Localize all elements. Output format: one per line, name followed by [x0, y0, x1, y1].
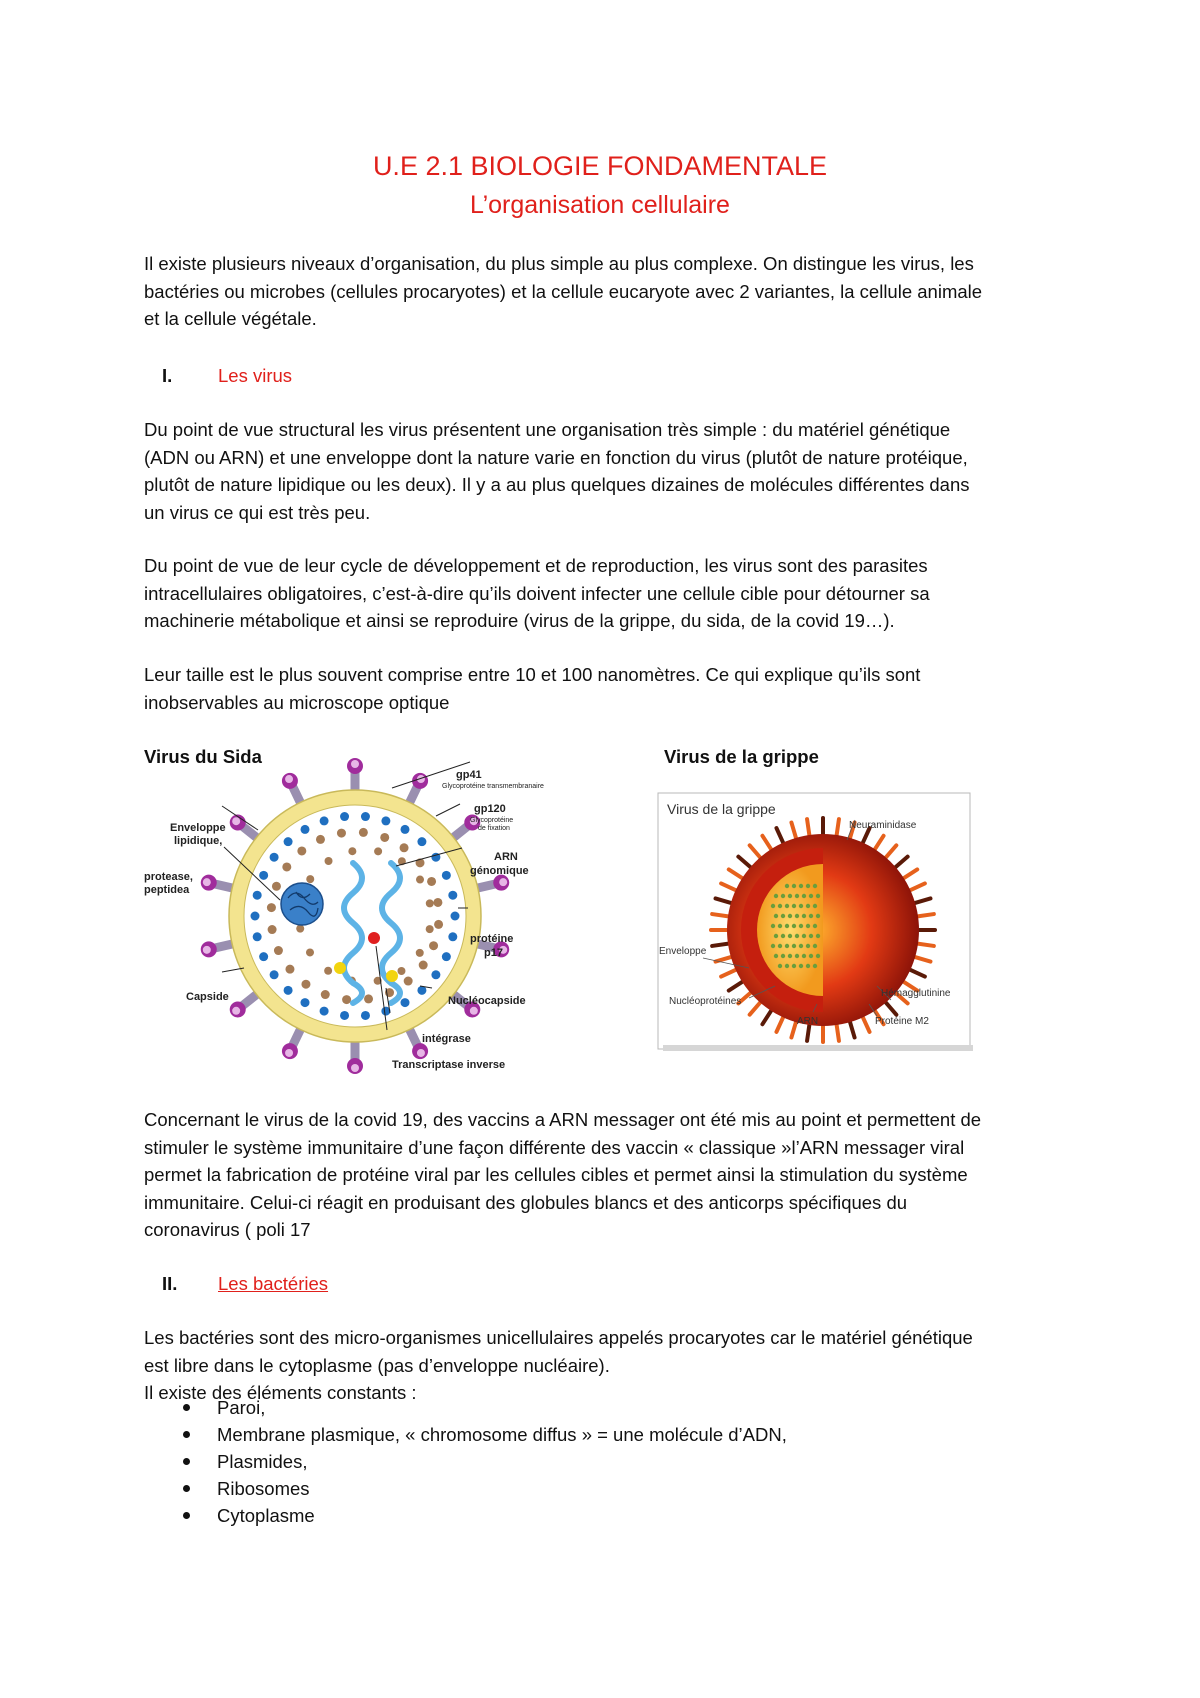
nucleoprotein-dot [785, 904, 789, 908]
nucleoprotein-dot [781, 934, 785, 938]
capsid-dot [316, 835, 325, 844]
paragraph-line: immunitaire. Celui-ci réagit en produisant des globules blancs et des anticorps spécifiques du [144, 1191, 908, 1213]
capsid-dot [429, 941, 438, 950]
matrix-dot [448, 932, 457, 941]
virus-paragraph-structure [144, 416, 1064, 526]
nucleoprotein-dot [799, 944, 803, 948]
nucleoprotein-dot [792, 964, 796, 968]
nucleoprotein-dot [809, 954, 813, 958]
gp120-highlight [470, 1007, 478, 1015]
section-heading-virus [162, 362, 292, 389]
matrix-dot [253, 891, 262, 900]
label-gp41: gp41 [456, 769, 482, 781]
paragraph-line: est libre dans le cytoplasme (pas d’enveloppe nucléaire). [144, 1354, 610, 1376]
capsid-dot [301, 980, 310, 989]
nucleoprotein-dot [795, 954, 799, 958]
paragraph-line: machinerie métabolique et ainsi se reproduire (virus de la grippe, du sida, de la covid 19…). [144, 610, 895, 631]
nucleoprotein-dot [813, 924, 817, 928]
matrix-dot [340, 812, 349, 821]
label-neuraminidase: Neuraminidase [849, 820, 917, 831]
gp120-highlight [285, 775, 293, 783]
nucleoprotein-dot [806, 884, 810, 888]
nucleoprotein-dot [795, 914, 799, 918]
intro-line: et la cellule végétale. [144, 308, 317, 329]
matrix-dot [251, 912, 260, 921]
label-capside: Capside [186, 991, 229, 1003]
capsid-dot [306, 948, 314, 956]
capsid-dot [306, 875, 314, 883]
nucleoprotein-dot [781, 914, 785, 918]
nucleoprotein-dot [792, 884, 796, 888]
bullet-icon [183, 1431, 190, 1438]
nucleoprotein-dot [806, 924, 810, 928]
protease-blob [281, 883, 323, 925]
intro-line: Il existe plusieurs niveaux d’organisation, du plus simple au plus complexe. On distingue les virus, les [144, 253, 974, 274]
matrix-dot [320, 816, 329, 825]
capsid-dot [267, 903, 276, 912]
section-label: Les virus [218, 365, 293, 386]
nucleoprotein-dot [806, 904, 810, 908]
flu-frame-shadow [663, 1045, 973, 1051]
matrix-dot [361, 1011, 370, 1020]
nucleoprotein-dot [809, 894, 813, 898]
capsid-dot [374, 847, 382, 855]
nucleoprotein-dot [774, 914, 778, 918]
nucleoprotein-dot [785, 944, 789, 948]
nucleoprotein-dot [806, 964, 810, 968]
intro-line: bactéries ou microbes (cellules procaryotes) et la cellule eucaryote avec 2 variantes, la cellule animale [144, 280, 983, 302]
nucleoprotein-dot [774, 954, 778, 958]
paragraph-line: Les bactéries sont des micro-organismes unicellulaires appelés procaryotes car le matériel génétique [144, 1327, 973, 1348]
nucleoprotein-dot [802, 934, 806, 938]
nucleoprotein-dot [788, 954, 792, 958]
matrix-dot [284, 986, 293, 995]
matrix-dot [417, 837, 426, 846]
list-item-text: Plasmides, [217, 1451, 308, 1472]
gp120-highlight [232, 1007, 240, 1015]
capsid-dot [285, 965, 294, 974]
flu-virus-diagram [655, 790, 975, 1055]
paragraph-line: intracellulaires obligatoires, c’est-à-dire qu’ils doivent infecter une cellule cible pour détourner sa [144, 582, 930, 604]
capsid-dot [342, 995, 351, 1004]
integrase-dot-right [386, 970, 398, 982]
capsid-dot [348, 847, 356, 855]
gp120-highlight [232, 817, 240, 825]
nucleoprotein-dot [774, 934, 778, 938]
capsid-dot [297, 846, 306, 855]
list-item-text: Paroi, [217, 1397, 266, 1418]
label-proteine: protéine [470, 933, 514, 945]
gp120-highlight [417, 1049, 425, 1057]
bullet-icon [183, 1458, 190, 1465]
nucleoprotein-dot [813, 904, 817, 908]
capsid-dot [416, 949, 424, 957]
nucleoprotein-dot [802, 894, 806, 898]
gp120-highlight [499, 878, 507, 886]
matrix-dot [253, 932, 262, 941]
nucleoprotein-dot [792, 904, 796, 908]
virus-paragraph-size [144, 661, 1064, 716]
bullet-icon [183, 1512, 190, 1519]
nucleoprotein-dot [792, 924, 796, 928]
capsid-dot [404, 977, 413, 986]
intro-paragraph [144, 250, 1064, 333]
gp120-highlight [285, 1049, 293, 1057]
section-number: I. [162, 365, 173, 386]
virus-interior [244, 805, 466, 1027]
virus-paragraph-cycle [144, 552, 1064, 635]
label-integrase: intégrase [422, 1033, 471, 1045]
capsid-dot [324, 967, 332, 975]
capsid-dot [433, 898, 442, 907]
capsid-dot [426, 899, 434, 907]
nucleoprotein-dot [771, 944, 775, 948]
nucleoprotein-dot [809, 914, 813, 918]
nucleoprotein-dot [795, 934, 799, 938]
label-proteine-m2: Protéine M2 [875, 1016, 929, 1027]
capsid-dot [400, 843, 409, 852]
hiv-virus-diagram [140, 758, 600, 1078]
transcriptase-dot [368, 932, 380, 944]
nucleoprotein-dot [774, 894, 778, 898]
nucleoprotein-dot [813, 884, 817, 888]
paragraph-line: stimuler le système immunitaire d’une façon différente des vaccin « classique »l’ARN messager viral [144, 1136, 965, 1158]
nucleoprotein-dot [792, 944, 796, 948]
nucleoprotein-dot [799, 884, 803, 888]
list-item [183, 1394, 787, 1421]
capsid-dot [321, 990, 330, 999]
label-p17: p17 [484, 947, 503, 959]
gp120-highlight [203, 946, 211, 954]
hiv-caption: Virus du Sida [144, 746, 262, 767]
matrix-dot [270, 853, 279, 862]
capsid-dot [380, 833, 389, 842]
matrix-dot [259, 952, 268, 961]
label-peptidea: peptidea [144, 884, 190, 896]
paragraph-line: Concernant le virus de la covid 19, des vaccins a ARN messager ont été mis au point et permettent de [144, 1109, 982, 1130]
nucleoprotein-dot [813, 964, 817, 968]
capsid-dot [359, 828, 368, 837]
matrix-dot [381, 816, 390, 825]
list-item [183, 1448, 787, 1475]
nucleoprotein-dot [816, 934, 820, 938]
capsid-dot [325, 857, 333, 865]
paragraph-line: un virus ce qui est très peu. [144, 501, 371, 523]
gp120-highlight [203, 878, 211, 886]
list-item [183, 1421, 787, 1448]
gp120-highlight [351, 760, 359, 768]
bullet-icon [183, 1485, 190, 1492]
section-number: II. [162, 1273, 178, 1294]
label-gp120: gp120 [474, 803, 506, 815]
nucleoprotein-dot [771, 924, 775, 928]
nucleoprotein-dot [778, 964, 782, 968]
label-hemagglutinine: Hémagglutinine [881, 988, 951, 999]
capsid-dot [272, 882, 281, 891]
gp120-highlight [351, 1064, 359, 1072]
capsid-dot [337, 829, 346, 838]
capsid-dot [364, 994, 373, 1003]
nucleoprotein-dot [816, 894, 820, 898]
covid-paragraph [144, 1106, 1064, 1244]
label-gp41-sub: Glycoprotéine transmembranaire [442, 783, 544, 790]
flu-caption: Virus de la grippe [664, 746, 819, 767]
nucleoprotein-dot [816, 954, 820, 958]
matrix-dot [301, 998, 310, 1007]
flu-title: Virus de la grippe [667, 801, 776, 817]
capsid-dot [274, 946, 283, 955]
paragraph-line: Du point de vue de leur cycle de développement et de reproduction, les virus sont des parasites [144, 555, 928, 576]
nucleoprotein-dot [778, 904, 782, 908]
matrix-dot [320, 1007, 329, 1016]
list-item [183, 1475, 787, 1502]
bullet-icon [183, 1404, 190, 1411]
paragraph-line: Du point de vue structural les virus présentent une organisation très simple : du matériel génétique [144, 419, 951, 440]
matrix-dot [361, 812, 370, 821]
nucleoprotein-dot [802, 914, 806, 918]
paragraph-line: inobservables au microscope optique [144, 691, 450, 713]
list-item-text: Membrane plasmique, « chromosome diffus » = une molécule d’ADN, [217, 1424, 787, 1445]
nucleoprotein-dot [785, 884, 789, 888]
matrix-dot [401, 998, 410, 1007]
matrix-dot [448, 891, 457, 900]
paragraph-line: Leur taille est le plus souvent comprise entre 10 et 100 nanomètres. Ce qui explique qu’ils sont [144, 664, 921, 685]
matrix-dot [340, 1011, 349, 1020]
matrix-dot [270, 970, 279, 979]
nucleoprotein-dot [778, 944, 782, 948]
nucleoprotein-dot [788, 934, 792, 938]
matrix-dot [401, 825, 410, 834]
label-gp120-sub1: Glycoprotéine [470, 817, 514, 824]
matrix-dot [451, 912, 460, 921]
matrix-dot [431, 970, 440, 979]
matrix-dot [301, 825, 310, 834]
bacteria-elements-list [183, 1394, 787, 1529]
paragraph-line: (ADN ou ARN) et une enveloppe dont la nature varie en fonction du virus (plutôt de nature protéique, [144, 446, 968, 468]
label-lipidique: lipidique, [174, 835, 223, 847]
nucleoprotein-dot [799, 964, 803, 968]
capsid-dot [416, 876, 424, 884]
nucleoprotein-dot [816, 914, 820, 918]
paragraph-line: plutôt de nature lipidique ou les deux). Il y a au plus quelques dizaines de molécules différentes dans [144, 474, 970, 495]
capsid-dot [427, 877, 436, 886]
nucleoprotein-dot [778, 924, 782, 928]
paragraph-line: permet la fabrication de protéine viral par les cellules cibles et permet ainsi la stimulation du système [144, 1164, 968, 1185]
label-nucleoproteines: Nucléoprotéines [669, 996, 742, 1007]
paragraph-line: Il existe des éléments constants : [144, 1382, 417, 1403]
capsid-dot [397, 967, 405, 975]
capsid-dot [434, 920, 443, 929]
label-enveloppe: Enveloppe [170, 822, 226, 834]
document-subtitle: L’organisation cellulaire [470, 191, 730, 219]
label-flu-arn: ARN [797, 1016, 819, 1027]
matrix-dot [442, 871, 451, 880]
nucleoprotein-dot [799, 924, 803, 928]
list-item [183, 1502, 787, 1529]
capsid-dot [268, 925, 277, 934]
label-arn: ARN [494, 851, 518, 863]
label-protease: protease, [144, 871, 193, 883]
section-label: Les bactéries [218, 1273, 329, 1294]
nucleoprotein-dot [788, 914, 792, 918]
integrase-dot-left [334, 962, 346, 974]
nucleoprotein-dot [781, 954, 785, 958]
list-item-text: Ribosomes [217, 1478, 310, 1499]
nucleoprotein-dot [799, 904, 803, 908]
capsid-dot [419, 961, 428, 970]
list-item-text: Cytoplasme [217, 1505, 315, 1526]
section-heading-bacteries [162, 1270, 328, 1297]
label-flu-enveloppe: Enveloppe [659, 946, 707, 957]
capsid-dot [296, 925, 304, 933]
capsid-dot [282, 862, 291, 871]
nucleoprotein-dot [771, 904, 775, 908]
nucleoprotein-dot [813, 944, 817, 948]
nucleoprotein-dot [785, 924, 789, 928]
document-title: U.E 2.1 BIOLOGIE FONDAMENTALE [372, 151, 828, 181]
paragraph-line: coronavirus ( poli 17 [144, 1219, 311, 1240]
capsid-dot [426, 925, 434, 933]
label-nucleocapside: Nucléocapside [448, 995, 526, 1007]
nucleoprotein-dot [785, 964, 789, 968]
matrix-dot [442, 952, 451, 961]
label-transcriptase: Transcriptase inverse [392, 1059, 506, 1071]
label-gp120-sub2: de fixation [478, 825, 510, 832]
nucleoprotein-dot [802, 954, 806, 958]
nucleoprotein-dot [788, 894, 792, 898]
nucleoprotein-dot [795, 894, 799, 898]
nucleoprotein-dot [781, 894, 785, 898]
matrix-dot [259, 871, 268, 880]
label-arn-genomique: génomique [470, 865, 529, 877]
matrix-dot [284, 837, 293, 846]
nucleoprotein-dot [809, 934, 813, 938]
nucleoprotein-dot [806, 944, 810, 948]
